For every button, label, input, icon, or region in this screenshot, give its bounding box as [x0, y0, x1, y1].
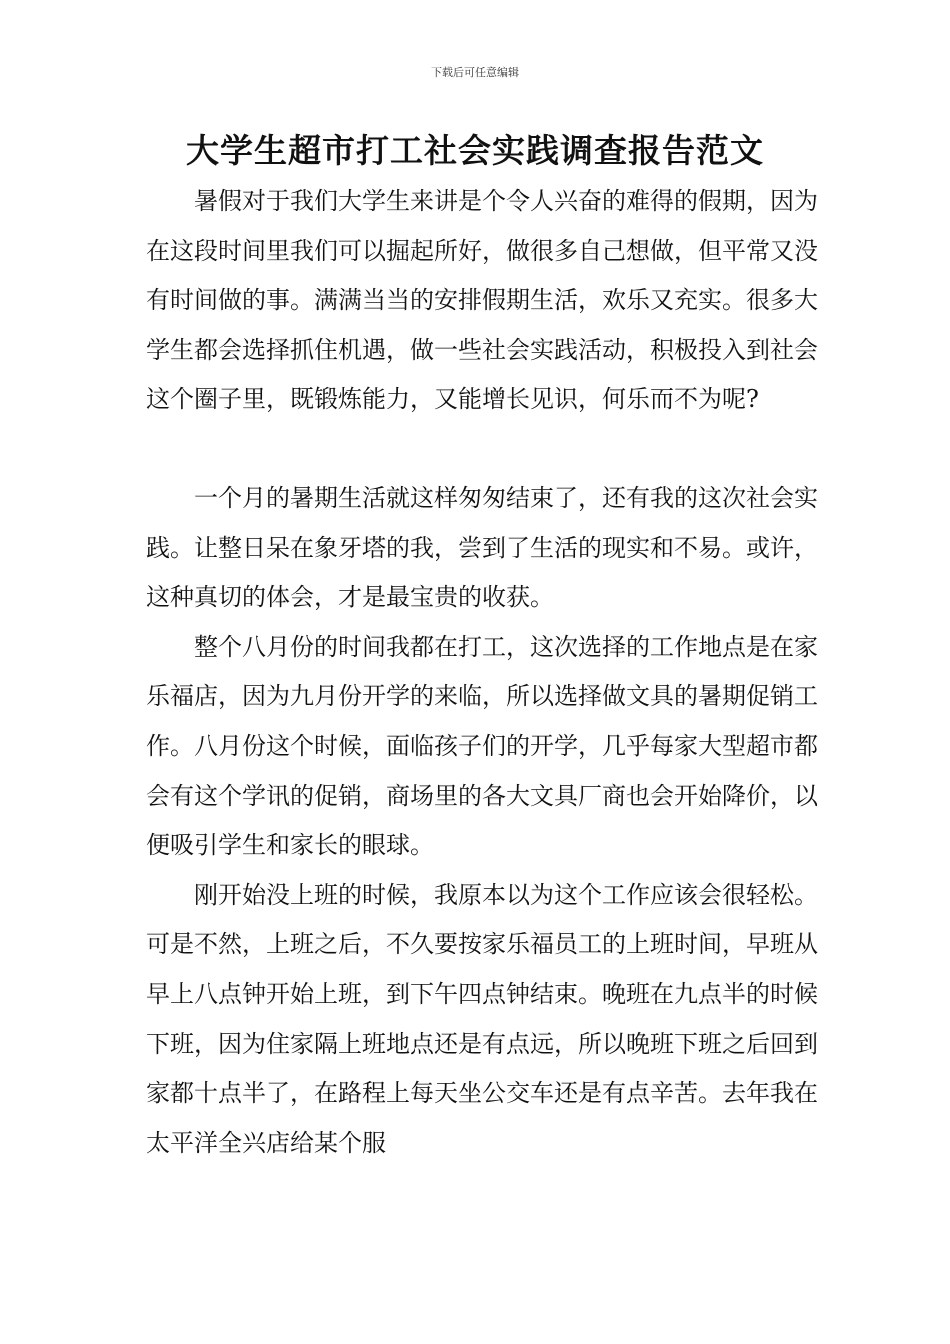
paragraph-1: 暑假对于我们大学生来讲是个令人兴奋的难得的假期，因为在这段时间里我们可以掘起所好，做很多自己想做，但平常又没有时间做的事。满满当当的安排假期生活，欢乐又充实。很多大学生都会选择抓住机遇，做一些社会实践活动，积极投入到社会这个圈子里，既锻炼能力，又能增长见识，何乐而不为呢? — [146, 187, 818, 414]
paragraph-3: 整个八月份的时间我都在打工，这次选择的工作地点是在家乐福店，因为九月份开学的来临，所以选择做文具的暑期促销工作。八月份这个时候，面临孩子们的开学，几乎每家大型超市都会有这个学讯的促销，商场里的各大文具厂商也会开始降价，以便吸引学生和家长的眼球。 — [146, 632, 818, 860]
document-body — [146, 177, 818, 1168]
header-note: 下载后可任意编辑 — [431, 66, 519, 79]
document-title: 大学生超市打工社会实践调查报告范文 — [186, 131, 764, 170]
paragraph-4: 刚开始没上班的时候，我原本以为这个工作应该会很轻松。可是不然，上班之后，不久要按家乐福员工的上班时间，早班从早上八点钟开始上班，到下午四点钟结束。晚班在九点半的时候下班，因为住家隔上班地点还是有点远，所以晚班下班之后回到家都十点半了，在路程上每天坐公交车还是有点辛苦。去年我在太平洋全兴店给某个服 — [146, 880, 818, 1157]
paragraph-2: 一个月的暑期生活就这样匆匆结束了，还有我的这次社会实践。让整日呆在象牙塔的我，尝到了生活的现实和不易。或许，这种真切的体会，才是最宝贵的收获。 — [146, 483, 818, 612]
